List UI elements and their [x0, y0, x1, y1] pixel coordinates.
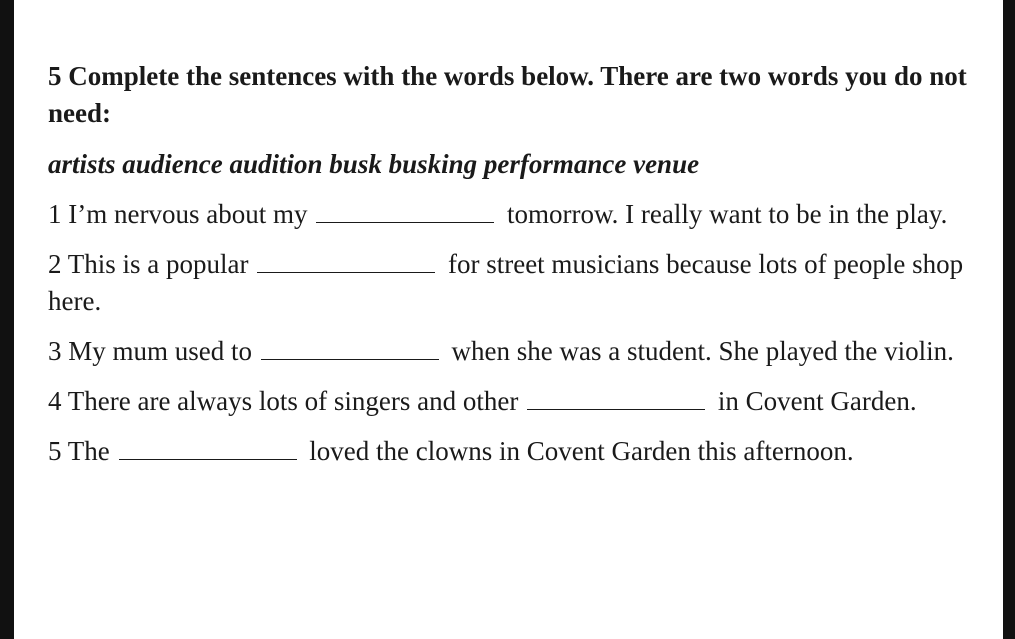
sentence-5-blank[interactable]: [119, 437, 297, 460]
sentence-5-start: 5 The: [48, 436, 110, 466]
sentence-5: [48, 433, 978, 470]
sentence-1-blank[interactable]: [316, 200, 494, 223]
sentence-2-end: for street musicians because lots of people shop here.: [48, 249, 964, 316]
sentence-4: [48, 383, 978, 420]
exercise-heading: 5 Complete the sentences with the words below. There are two words you do not need:: [48, 61, 967, 128]
word-bank: artists audience audition busk busking performance venue: [48, 149, 700, 179]
sentence-3-start: 3 My mum used to: [48, 336, 253, 366]
sentence-4-blank[interactable]: [527, 387, 705, 410]
sentence-3-end: when she was a student. She played the violin.: [451, 336, 954, 366]
sentence-3: [48, 333, 978, 370]
sentence-5-end: loved the clowns in Covent Garden this afternoon.: [309, 436, 854, 466]
sentence-2: [48, 246, 978, 320]
left-border: [0, 0, 14, 639]
sentence-3-blank[interactable]: [261, 337, 439, 360]
worksheet: [48, 58, 978, 470]
sentence-4-end: in Covent Garden.: [717, 386, 917, 416]
sentence-1: [48, 196, 978, 233]
sentence-4-start: 4 There are always lots of singers and other: [48, 386, 519, 416]
sentence-2-blank[interactable]: [257, 250, 435, 273]
right-border: [1003, 0, 1015, 639]
sentence-1-end: tomorrow. I really want to be in the play.: [506, 199, 948, 229]
sentence-1-start: 1 I’m nervous about my: [48, 199, 308, 229]
sentence-2-start: 2 This is a popular: [48, 249, 249, 279]
